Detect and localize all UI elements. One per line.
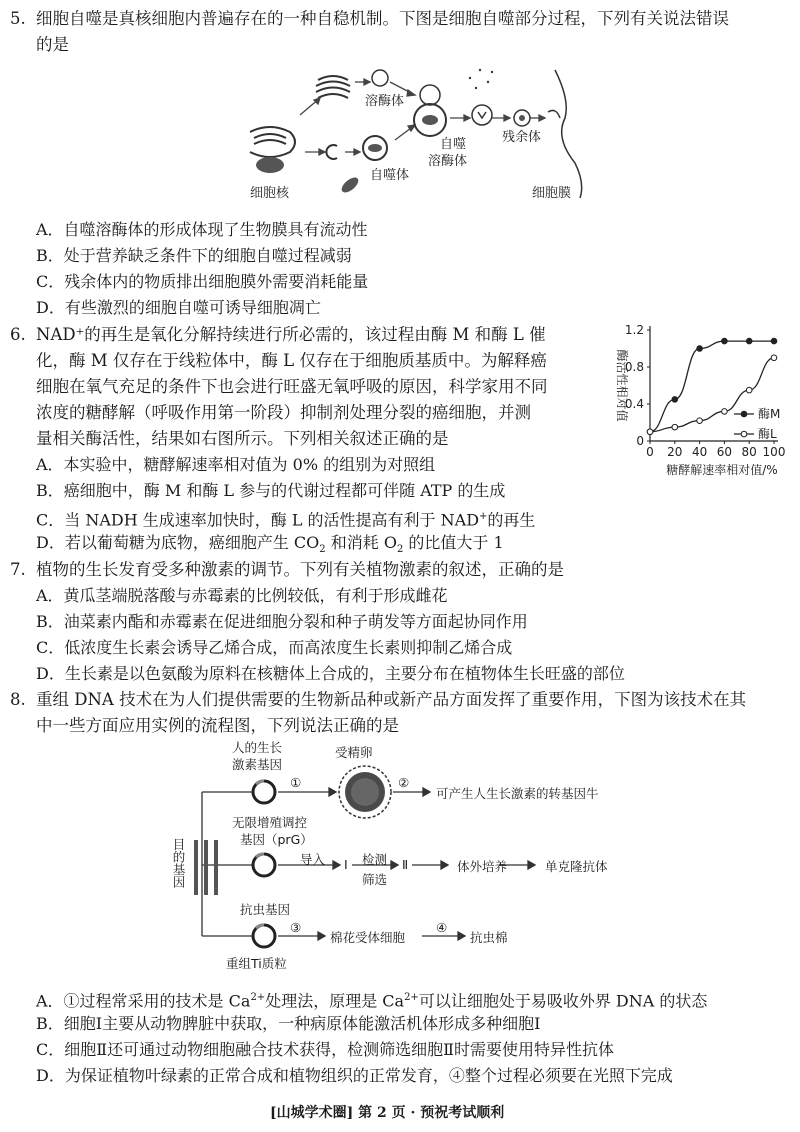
x-tick-label: 20 bbox=[667, 445, 683, 459]
label-gh-gene-1: 人的生长 bbox=[232, 740, 283, 755]
q6-stem-line4: 浓度的糖酵解（呼吸作用第一阶段）抑制剂处理分裂的癌细胞，并测 bbox=[36, 403, 531, 422]
series-2-point bbox=[722, 409, 728, 415]
label-cell-2: Ⅱ bbox=[402, 857, 409, 872]
label-ti-plasmid: 重组Ti质粒 bbox=[226, 956, 287, 971]
q7-option-b: B．油菜素内酯和赤霉素在促进细胞分裂和种子萌发等方面起协同作用 bbox=[36, 612, 528, 631]
golgi-illustration bbox=[316, 76, 350, 98]
q8-option-b: B．细胞Ⅰ主要从动物脾脏中获取，一种病原体能激活机体形成多种细胞Ⅰ bbox=[36, 1014, 541, 1033]
er-nucleus-illustration bbox=[250, 127, 295, 157]
q6-option-d-text: D．若以葡萄糖为底物，癌细胞产生 CO bbox=[36, 533, 320, 552]
series-1-point bbox=[697, 346, 703, 352]
y-tick-label: 0 bbox=[636, 434, 644, 448]
label-step-3: ③ bbox=[290, 920, 302, 935]
q6-option-c-tail: 的再生 bbox=[487, 510, 536, 530]
series-2-point bbox=[647, 429, 653, 435]
x-tick-label: 60 bbox=[716, 445, 733, 459]
q5-option-a: A．自噬溶酶体的形成体现了生物膜具有流动性 bbox=[36, 220, 368, 239]
label-transgenic-cow: 可产生人生长激素的转基因牛 bbox=[436, 786, 599, 801]
label-culture: 体外培养 bbox=[457, 859, 508, 874]
q6-option-d-mid: 和消耗 O bbox=[325, 533, 397, 552]
legend-label-1: 酶M bbox=[758, 407, 781, 421]
autophagosome-icon bbox=[363, 136, 387, 160]
series-1-point bbox=[672, 397, 678, 403]
plasmid-icon-1 bbox=[253, 781, 275, 803]
series-2-point bbox=[697, 418, 703, 424]
y-tick-label: 0.4 bbox=[624, 397, 644, 411]
q6-stem-line3: 细胞在氧气充足的条件下也会进行旺盛无氧呼吸的原因，科学家用不同 bbox=[36, 377, 548, 396]
q6-option-d-tail: 的比值大于 1 bbox=[403, 533, 504, 552]
legend-marker-1 bbox=[741, 411, 747, 417]
label-prg-1: 无限增殖调控 bbox=[232, 815, 308, 830]
x-tick-label: 40 bbox=[691, 445, 708, 459]
label-gh-gene-2: 激素基因 bbox=[232, 757, 283, 772]
x-tick-label: 100 bbox=[762, 445, 786, 459]
chart-legend bbox=[734, 406, 780, 441]
q8-option-a-sup1: 2+ bbox=[250, 992, 266, 1003]
series-2-point bbox=[746, 387, 752, 393]
label-cell-membrane: 细胞膜 bbox=[532, 186, 572, 201]
label-bt-gene: 抗虫基因 bbox=[240, 902, 291, 917]
label-target-gene: 目的基因 bbox=[171, 838, 186, 888]
mitochondrion-icon bbox=[339, 175, 361, 196]
q8-stem-line2: 中一些方面应用实例的流程图，下列说法正确的是 bbox=[36, 716, 399, 735]
y-axis-label: 酶活性相对值 bbox=[615, 349, 629, 422]
q8-option-c: C．细胞Ⅱ还可通过动物细胞融合技术获得，检测筛选细胞Ⅱ时需要使用特异性抗体 bbox=[36, 1040, 614, 1059]
q6-option-a: A．本实验中，糖酵解速率相对值为 0% 的组别为对照组 bbox=[36, 455, 436, 474]
enzyme-activity-chart bbox=[600, 318, 798, 488]
series-2-point bbox=[672, 424, 678, 430]
q6-stem-line1: NAD⁺的再生是氧化分解持续进行所必需的，该过程由酶 M 和酶 L 催 bbox=[36, 325, 546, 344]
label-nucleus: 细胞核 bbox=[250, 186, 290, 201]
label-step-4: ④ bbox=[436, 920, 448, 935]
q6-option-c bbox=[36, 504, 535, 533]
label-prg-2: 基因（prG） bbox=[240, 832, 313, 847]
x-axis-label: 糖酵解速率相对值/% bbox=[666, 463, 778, 477]
q6-option-c-sup: + bbox=[479, 511, 488, 522]
series-1-point bbox=[746, 338, 752, 344]
q7-option-c: C．低浓度生长素会诱导乙烯合成，而高浓度生长素则抑制乙烯合成 bbox=[36, 638, 513, 657]
q6-number: 6. bbox=[10, 325, 26, 344]
digestion-icon bbox=[469, 69, 493, 125]
label-residual-body: 残余体 bbox=[502, 130, 542, 145]
fertilized-egg-icon bbox=[339, 766, 391, 818]
legend-label-2: 酶L bbox=[758, 427, 777, 441]
q7-stem: 植物的生长发育受多种激素的调节。下列有关植物激素的叙述，正确的是 bbox=[36, 560, 564, 579]
label-fertilized-egg: 受精卵 bbox=[335, 745, 373, 760]
q5-option-b: B．处于营养缺乏条件下的细胞自噬过程减弱 bbox=[36, 246, 352, 265]
target-gene-icon bbox=[194, 840, 218, 895]
q6-option-b: B．癌细胞中，酶 M 和酶 L 参与的代谢过程都可伴随 ATP 的生成 bbox=[36, 481, 506, 500]
label-lysosome: 溶酶体 bbox=[365, 94, 405, 109]
page-footer: [山城学术圈] 第 2 页 · 预祝考试顺利 bbox=[270, 1105, 505, 1121]
residual-body-icon bbox=[514, 110, 530, 126]
series-2-point bbox=[771, 355, 777, 361]
ti-plasmid-icon bbox=[253, 925, 275, 947]
q7-option-a: A．黄瓜茎端脱落酸与赤霉素的比例较低，有利于形成雌花 bbox=[36, 586, 448, 605]
phagophore-icon bbox=[326, 145, 337, 159]
q7-number: 7. bbox=[10, 560, 26, 579]
y-tick-label: 0.8 bbox=[624, 360, 644, 374]
label-cotton-cell: 棉花受体细胞 bbox=[330, 930, 406, 945]
legend-marker-2 bbox=[741, 431, 747, 437]
q6-stem-line5: 量相关酶活性，结果如右图所示。下列相关叙述正确的是 bbox=[36, 429, 449, 448]
series-line-2 bbox=[650, 358, 774, 432]
q6-stem-line2: 化，酶 M 仅存在于线粒体中，酶 L 仅存在于细胞质基质中。为解释癌 bbox=[36, 351, 547, 370]
y-tick-label: 1.2 bbox=[624, 323, 644, 337]
q8-stem-line1: 重组 DNA 技术在为人们提供需要的生物新品种或新产品方面发挥了重要作用，下图为该技术在其 bbox=[36, 690, 747, 709]
q6-option-d-sub2: 2 bbox=[396, 544, 404, 556]
q5-option-c: C．残余体内的物质排出细胞膜外需要消耗能量 bbox=[36, 272, 369, 291]
series-1-point bbox=[771, 338, 777, 344]
lysosome-icon bbox=[372, 70, 388, 86]
q8-number: 8. bbox=[10, 690, 26, 709]
q5-stem-line1: 细胞自噬是真核细胞内普遍存在的一种自稳机制。下图是细胞自噬部分过程，下列有关说法错误 bbox=[36, 9, 729, 28]
label-step-2: ② bbox=[398, 775, 410, 790]
q8-option-a bbox=[36, 985, 707, 1014]
label-step-1: ① bbox=[290, 775, 302, 790]
q5-number: 5. bbox=[10, 9, 26, 28]
q5-option-d: D．有些激烈的细胞自噬可诱导细胞凋亡 bbox=[36, 298, 321, 317]
q8-option-a-text: A．①过程常采用的技术是 Ca bbox=[36, 991, 251, 1011]
label-screen: 筛选 bbox=[362, 872, 388, 887]
label-bt-cotton: 抗虫棉 bbox=[470, 930, 508, 945]
cell-membrane-icon bbox=[555, 70, 582, 198]
label-autolysosome-1: 自噬 bbox=[440, 137, 467, 152]
label-antibody: 单克隆抗体 bbox=[545, 859, 608, 874]
label-cell-1: Ⅰ bbox=[344, 857, 348, 872]
label-autophagosome: 自噬体 bbox=[370, 168, 410, 183]
nucleus-icon bbox=[256, 157, 284, 173]
autolysosome-icon bbox=[414, 85, 446, 136]
x-tick-label: 80 bbox=[741, 445, 757, 459]
q7-option-d: D．生长素是以色氨酸为原料在核糖体上合成的，主要分布在植物体生长旺盛的部位 bbox=[36, 664, 625, 683]
q6-option-d-sub1: 2 bbox=[319, 544, 326, 556]
label-autolysosome-2: 溶酶体 bbox=[428, 154, 468, 169]
plasmid-icon-2 bbox=[253, 854, 275, 876]
label-detect: 检测 bbox=[362, 852, 388, 867]
q8-option-d: D．为保证植物叶绿素的正常合成和植物组织的正常发育，④整个过程必须要在光照下完成 bbox=[36, 1066, 673, 1085]
q6-option-c-text: C．当 NADH 生成速率加快时，酶 L 的活性提高有利于 NAD bbox=[36, 510, 480, 530]
x-tick-label: 0 bbox=[646, 445, 654, 459]
series-1-point bbox=[722, 338, 728, 344]
q5-stem-line2: 的是 bbox=[36, 35, 69, 54]
q8-option-a-sup2: 2+ bbox=[404, 992, 419, 1003]
label-import: 导入 bbox=[300, 852, 326, 867]
q8-option-a-tail: 可以让细胞处于易吸收外界 DNA 的状态 bbox=[418, 991, 708, 1011]
q8-option-a-mid: 处理法，原理是 Ca bbox=[265, 991, 405, 1011]
